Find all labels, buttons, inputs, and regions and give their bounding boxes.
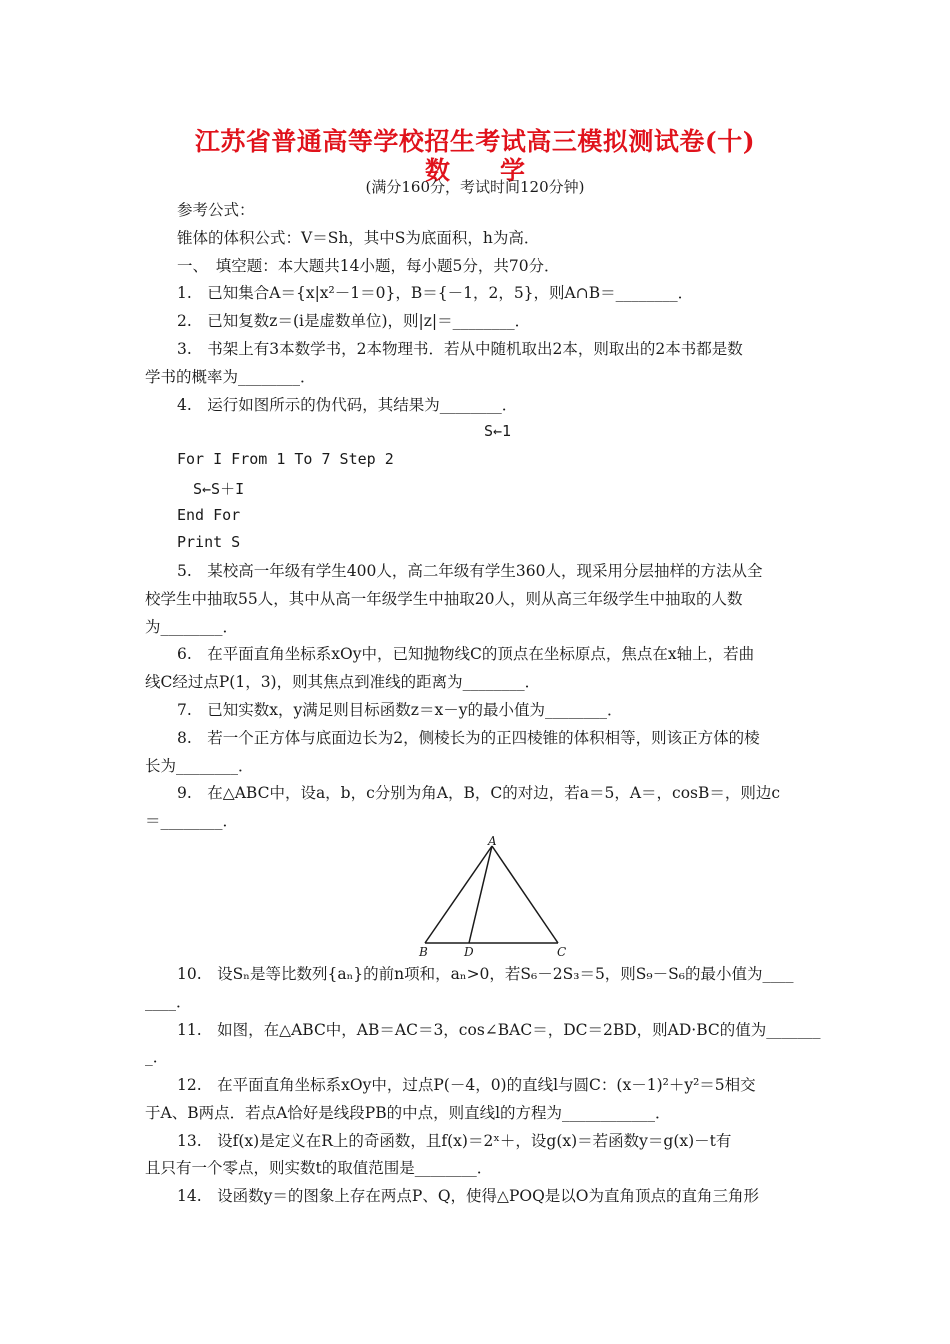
question-3-line-1: 3. 书架上有3本数学书，2本物理书．若从中随机取出2本，则取出的2本书都是数 [177, 340, 743, 358]
exam-title: 江苏省普通高等学校招生考试高三模拟测试卷(十) [194, 127, 756, 156]
question-3-line-2: 学书的概率为________． [145, 368, 316, 386]
question-10-line-1: 10. 设Sₙ是等比数列{aₙ}的前n项和，aₙ>0，若S₆－2S₃＝5，则S₉－S₆的最小值为____ [177, 965, 794, 983]
question-6-line-2: 线C经过点P(1，3)，则其焦点到准线的距离为________． [145, 673, 541, 691]
code-line-5: Print S [177, 533, 241, 551]
formula-heading: 参考公式： [177, 201, 255, 219]
point-label-d: D [464, 945, 474, 959]
question-8-line-2: 长为________． [145, 757, 254, 775]
section-heading: 一、 填空题：本大题共14小题，每小题5分，共70分． [177, 257, 560, 275]
question-4: 4. 运行如图所示的伪代码，其结果为________． [177, 396, 518, 414]
question-9-line-2: ＝________． [145, 812, 239, 830]
question-14: 14. 设函数y＝的图象上存在两点P、Q，使得△POQ是以O为直角顶点的直角三角形 [177, 1187, 760, 1205]
exam-note: (满分160分，考试时间120分钟) [365, 178, 585, 196]
segment-ad [469, 846, 492, 943]
triangle-figure [410, 832, 580, 962]
question-13-line-2: 且只有一个零点，则实数t的取值范围是________． [145, 1159, 493, 1177]
vertex-label-c: C [557, 945, 567, 959]
question-5-line-3: 为________． [145, 618, 239, 636]
side-ac [492, 846, 558, 943]
vertex-label-b: B [419, 945, 428, 959]
question-2: 2. 已知复数z＝(i是虚数单位)，则|z|＝________． [177, 312, 531, 330]
vertex-label-a: A [488, 834, 497, 848]
question-8-line-1: 8. 若一个正方体与底面边长为2，侧棱长为的正四棱锥的体积相等，则该正方体的棱 [177, 729, 760, 747]
question-13-line-1: 13. 设f(x)是定义在R上的奇函数，且f(x)＝2ˣ＋，设g(x)＝若函数y＝g(x)－t有 [177, 1132, 732, 1150]
formula-text: 锥体的体积公式：V＝Sh，其中S为底面积，h为高． [177, 229, 540, 247]
code-line-4: End For [177, 506, 241, 524]
question-10-line-2: ____． [145, 993, 192, 1011]
question-1: 1. 已知集合A＝{x|x²－1＝0}，B＝{－1，2，5}，则A∩B＝________． [177, 284, 694, 302]
question-7: 7. 已知实数x，y满足则目标函数z＝x－y的最小值为________． [177, 701, 623, 719]
question-12-line-1: 12. 在平面直角坐标系xOy中，过点P(－4，0)的直线l与圆C：(x－1)²＋y²＝5相交 [177, 1076, 756, 1094]
code-line-3: S←S＋I [193, 480, 245, 498]
code-line-1: S←1 [484, 422, 512, 440]
question-6-line-1: 6. 在平面直角坐标系xOy中，已知抛物线C的顶点在坐标原点，焦点在x轴上，若曲 [177, 645, 755, 663]
question-9-line-1: 9. 在△ABC中，设a，b，c分别为角A，B，C的对边，若a＝5，A＝，cosB＝，则边c [177, 784, 781, 802]
question-11-line-2: _． [145, 1048, 169, 1066]
side-ab [425, 846, 492, 943]
question-11-line-1: 11. 如图，在△ABC中，AB＝AC＝3，cos∠BAC＝，DC＝2BD，则AD·BC的值为_______ [177, 1021, 821, 1039]
question-12-line-2: 于A、B两点．若点A恰好是线段PB的中点，则直线l的方程为____________． [145, 1104, 671, 1122]
subject-title: 数 学 [424, 156, 525, 185]
question-5-line-1: 5. 某校高一年级有学生400人，高二年级有学生360人，现采用分层抽样的方法从全 [177, 562, 763, 580]
code-line-2: For I From 1 To 7 Step 2 [177, 450, 394, 468]
question-5-line-2: 校学生中抽取55人，其中从高一年级学生中抽取20人，则从高三年级学生中抽取的人数 [145, 590, 743, 608]
